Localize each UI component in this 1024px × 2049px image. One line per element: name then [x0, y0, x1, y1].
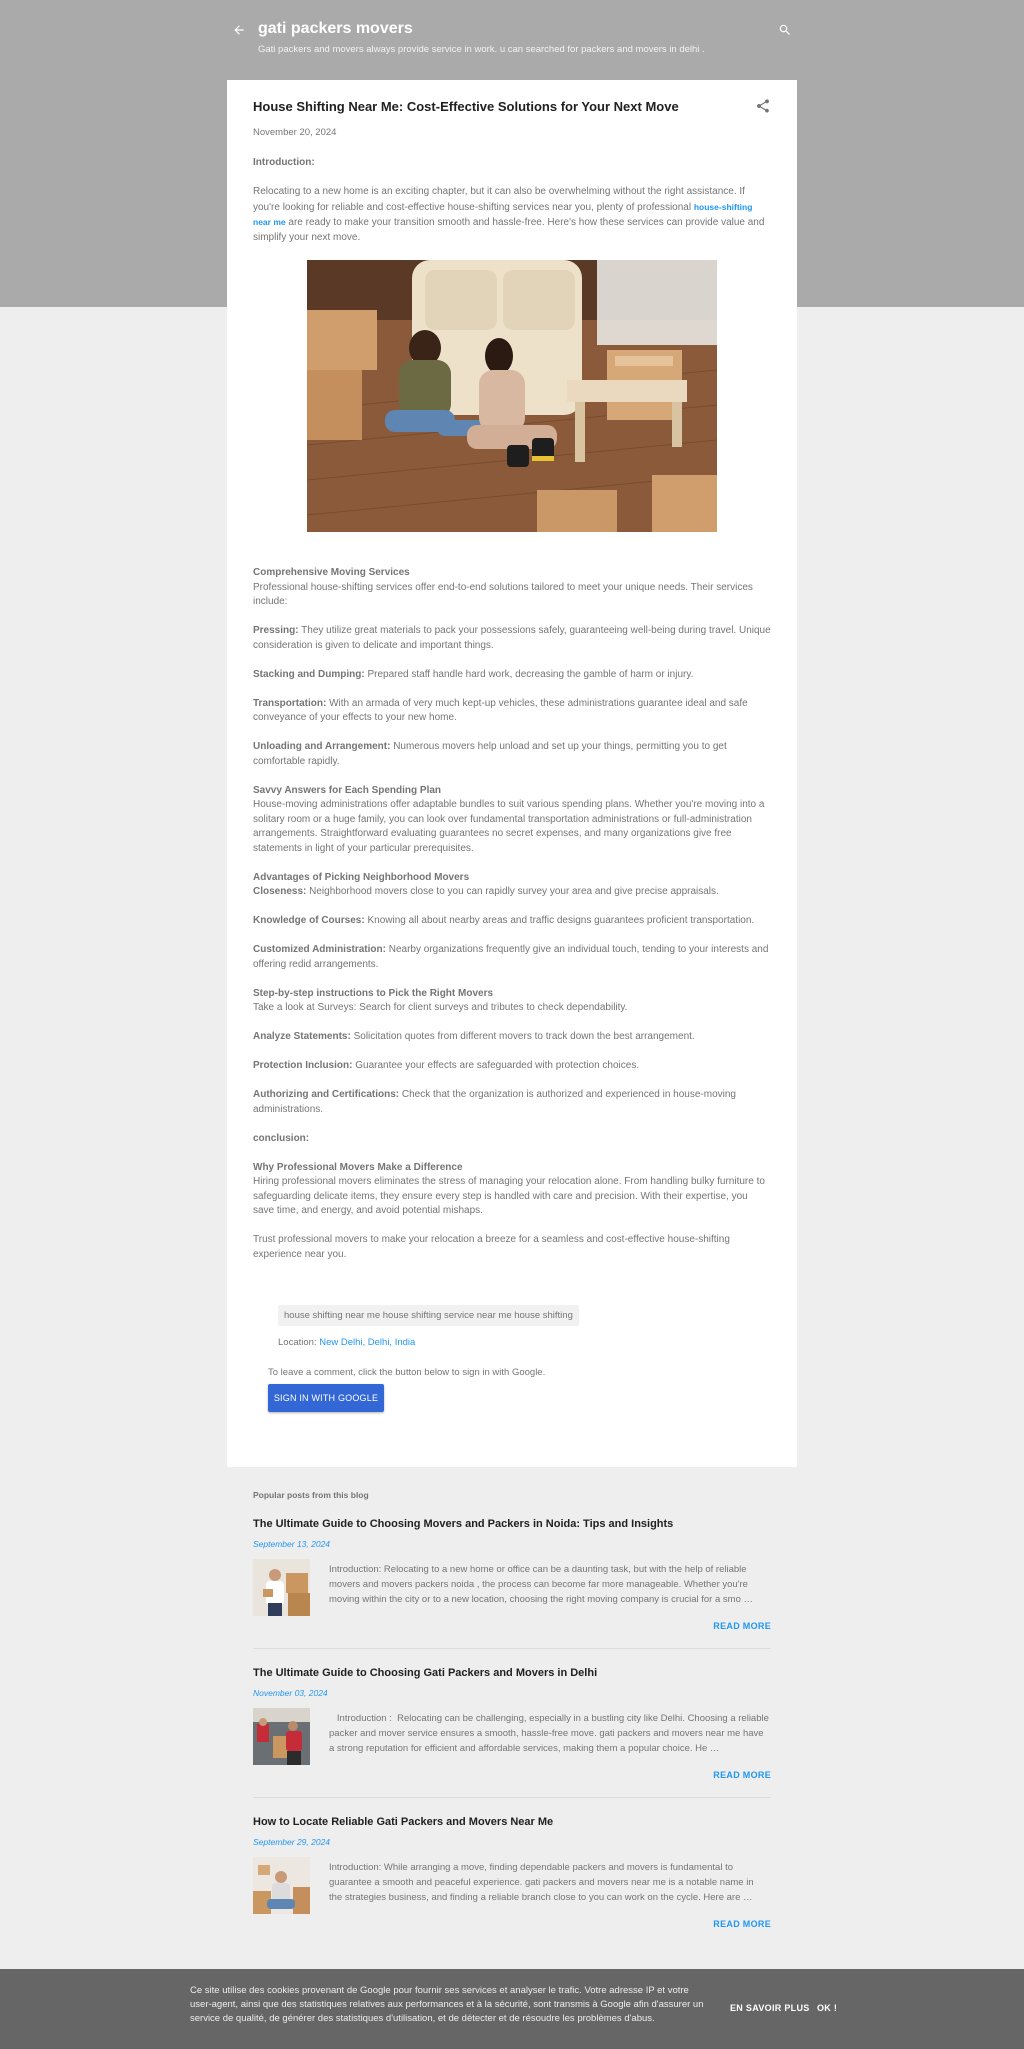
learn-more-button[interactable]: EN SAVOIR PLUS: [730, 2003, 810, 2013]
trust-text: Trust professional movers to make your relocation a breeze for a seamless and cost-effective house-shifting experience near you.: [253, 1234, 730, 1260]
cookie-banner: [0, 1969, 1024, 2049]
post-labels: [278, 1305, 579, 1326]
protection-item: Protection Inclusion: Guarantee your effects are safeguarded with protection choices.: [253, 1060, 640, 1071]
comprehensive-text: Professional house-shifting services offer end-to-end solutions tailored to meet your unique needs. Their services include:: [253, 581, 753, 607]
sign-in-with-google-button[interactable]: SIGN IN WITH GOOGLE: [268, 1384, 384, 1412]
steps-text: Take a look at Surveys: Search for client surveys and tributes to check dependability.: [253, 1002, 628, 1013]
read-more-link[interactable]: READ MORE: [713, 1770, 771, 1780]
post-card: [227, 80, 797, 1467]
popular-post-date: September 29, 2024: [253, 1837, 331, 1847]
intro-heading: Introduction:: [253, 157, 315, 168]
popular-post-snippet: Introduction: While arranging a move, finding dependable packers and movers is fundamental to guarantee a smooth and peaceful experience. gati packers and movers near me is a notable name in the strategies business, and finding a reliable branch close to you can work on the cycle. Here are …: [329, 1862, 754, 1903]
popular-post-snippet: Introduction : Relocating can be challenging, especially in a bustling city like Delhi. Choosing a reliable packer and mover service ensures a smooth, hassle-free move. gati packers and movers near me have a strong reputation for efficient and affordable services, making them a popular choice. He …: [329, 1713, 772, 1754]
popular-post-snippet: Introduction: Relocating to a new home or office can be a daunting task, but with the help of reliable movers and movers packers noida , the process can become far more manageable. Whether you're moving within the city or to a new location, choosing the right moving company is crucial for a smo …: [329, 1564, 753, 1605]
post-title: House Shifting Near Me: Cost-Effective Solutions for Your Next Move: [253, 99, 679, 114]
why-heading: Why Professional Movers Make a Difference: [253, 1161, 463, 1173]
location-link[interactable]: New Delhi, Delhi, India: [319, 1337, 416, 1348]
popular-post-title[interactable]: How to Locate Reliable Gati Packers and Movers Near Me: [253, 1816, 554, 1828]
closeness-item: Closeness: Neighborhood movers close to you can rapidly survey your area and give precise appraisals.: [253, 886, 719, 897]
post-image: [307, 260, 717, 532]
post-date: November 20, 2024: [253, 127, 337, 138]
popular-posts-heading: Popular posts from this blog: [253, 1490, 369, 1500]
popular-posts: [253, 1490, 772, 1929]
savvy-text: House-moving administrations offer adaptable bundles to suit various spending plans. Whether you're moving into a solitary room or a huge family, you can look over fundamental transportation administrations or full-administration arrangements. Straightforward evaluating guarantees no secret expenses, and many organizations give free statements in light of your particular prerequisites.: [253, 799, 765, 854]
arrow-left-icon: [232, 23, 246, 37]
share-button[interactable]: [755, 98, 771, 114]
popular-post-item: [253, 1667, 771, 1817]
pressing-item: Pressing: They utilize great materials to pack your possessions safely, guaranteeing well-being during travel. Unique consideration is given to delicate and important things.: [253, 625, 771, 651]
popular-post-date: November 03, 2024: [253, 1688, 328, 1698]
read-more-link[interactable]: READ MORE: [713, 1919, 771, 1929]
steps-heading: Step-by-step instructions to Pick the Right Movers: [253, 987, 494, 999]
back-button[interactable]: [227, 18, 251, 42]
stacking-item: Stacking and Dumping: Prepared staff handle hard work, decreasing the gamble of harm or injury.: [253, 668, 694, 680]
popular-post-thumbnail[interactable]: [253, 1708, 310, 1765]
savvy-heading: Savvy Answers for Each Spending Plan: [253, 784, 442, 796]
read-more-link[interactable]: READ MORE: [713, 1621, 771, 1631]
cookie-text: Ce site utilise des cookies provenant de Google pour fournir ses services et analyser le trafic. Votre adresse IP et votre user-agent, ainsi que des statistiques relatives aux performances et à la sécurité, sont transmis à Google afin d'assurer un service de qualité, de générer des statistiques d'utilisation, et de détecter et de résoudre les problèmes d'abus.: [190, 1985, 704, 2024]
customized-item: Customized Administration: Nearby organizations frequently give an individual touch, tending to your interests and offering redid arrangements.: [253, 944, 769, 970]
label-chip[interactable]: house shifting near me house shifting service near me house shifting: [278, 1305, 579, 1326]
blog-header: [227, 0, 797, 80]
house-shifting-link[interactable]: house-shifting near me: [253, 201, 753, 227]
comment-note: To leave a comment, click the button below to sign in with Google.: [268, 1367, 546, 1378]
post-location: Location: New Delhi, Delhi, India: [278, 1337, 416, 1348]
advantages-heading: Advantages of Picking Neighborhood Movers: [253, 871, 470, 883]
search-icon: [778, 23, 792, 37]
popular-post-title[interactable]: The Ultimate Guide to Choosing Gati Packers and Movers in Delhi: [253, 1667, 598, 1679]
blog-description: Gati packers and movers always provide service in work. u can searched for packers and movers in delhi .: [258, 44, 705, 55]
conclusion-heading: conclusion:: [253, 1132, 310, 1144]
popular-post-thumbnail[interactable]: [253, 1857, 310, 1914]
share-icon: [755, 98, 771, 114]
divider: [253, 1797, 771, 1798]
popular-post-date: September 13, 2024: [253, 1539, 331, 1549]
divider: [253, 1648, 771, 1649]
popular-post-title[interactable]: The Ultimate Guide to Choosing Movers and Packers in Noida: Tips and Insights: [253, 1518, 674, 1530]
transport-item: Transportation: With an armada of very much kept-up vehicles, these administrations guarantee ideal and safe conveyance of your effects to your new home.: [253, 697, 748, 723]
popular-post-item: [253, 1518, 771, 1668]
popular-post-thumbnail[interactable]: [253, 1559, 310, 1616]
authorizing-item: Authorizing and Certifications: Check that the organization is authorized and experienced in house-moving administrations.: [253, 1089, 736, 1115]
knowledge-item: Knowledge of Courses: Knowing all about nearby areas and traffic designs guarantees proficient transportation.: [253, 915, 755, 926]
accept-cookies-button[interactable]: OK !: [817, 2003, 838, 2013]
unloading-item: Unloading and Arrangement: Numerous movers help unload and set up your things, permitting you to get comfortable rapidly.: [253, 741, 727, 767]
comprehensive-heading: Comprehensive Moving Services: [253, 567, 410, 578]
popular-post-item: [253, 1816, 771, 1966]
why-text: Hiring professional movers eliminates the stress of managing your relocation alone. From handling bulky furniture to safeguarding delicate items, they ensure every step is handled with care and precision. With their expertise, you save time, and energy, and avoid potential mishaps.: [253, 1176, 765, 1216]
search-button[interactable]: [773, 18, 797, 42]
post-body: [253, 156, 771, 1262]
blog-title[interactable]: gati packers movers: [258, 20, 413, 37]
analyze-item: Analyze Statements: Solicitation quotes from different movers to track down the best arrangement.: [253, 1031, 695, 1042]
intro-paragraph: Relocating to a new home is an exciting chapter, but it can also be overwhelming without the right assistance. If you're looking for reliable and cost-effective house-shifting services near you, plenty of professional house-shifting near me are ready to make your transition smooth and hassle-free. Here's how these services can provide value and simplify your next move.: [253, 186, 765, 243]
